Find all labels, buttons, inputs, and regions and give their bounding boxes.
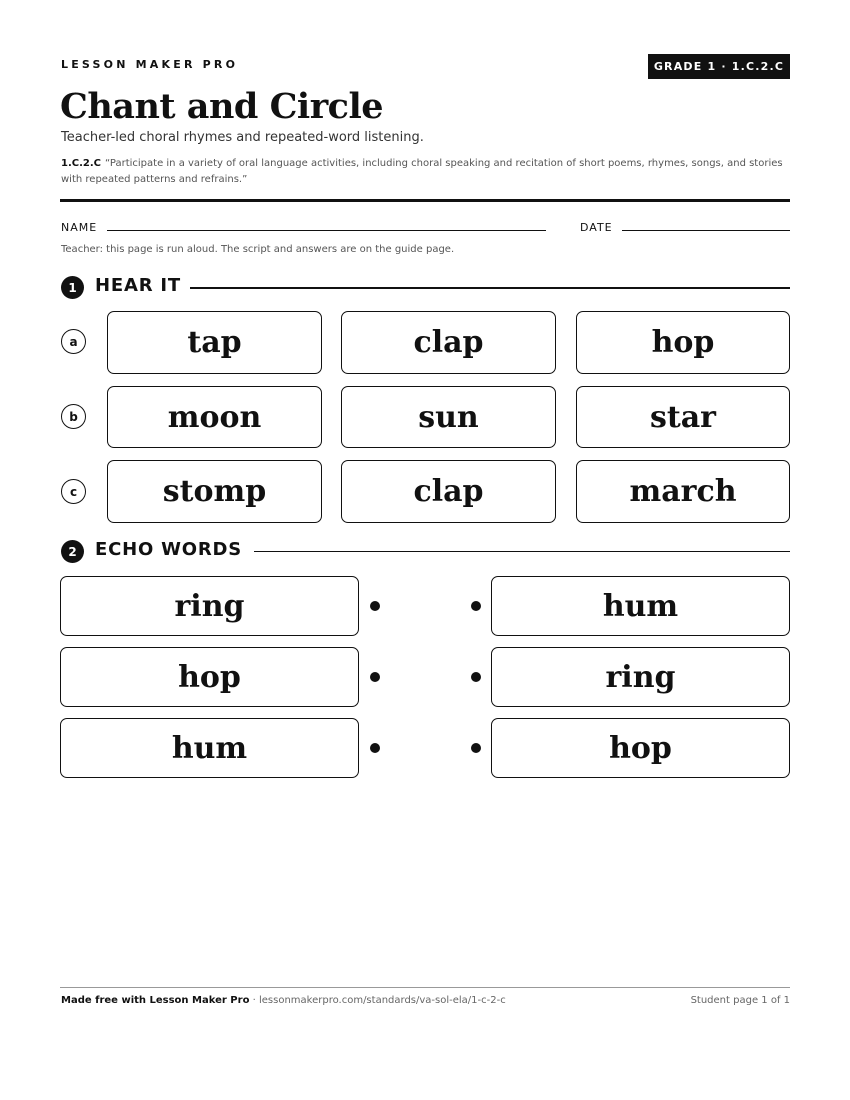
hear-word-card[interactable]: hop xyxy=(576,311,790,374)
echo-right-card[interactable]: hop xyxy=(491,718,790,778)
date-field[interactable] xyxy=(622,230,790,231)
footer-credit xyxy=(61,995,506,1006)
match-dot-left[interactable] xyxy=(370,601,380,611)
hear-word-card[interactable]: sun xyxy=(341,386,556,448)
match-dot-left[interactable] xyxy=(370,743,380,753)
section-1-title: HEAR IT xyxy=(95,275,181,296)
section-2-title: ECHO WORDS xyxy=(95,539,243,560)
name-label: NAME xyxy=(61,221,98,234)
match-dot-left[interactable] xyxy=(370,672,380,682)
standard-text: “Participate in a variety of oral language activities, including choral speaking and recitation of short poems, rhymes, songs, and stories with repeated patterns and refrains.” xyxy=(61,158,783,185)
footer-made-with: Made free with Lesson Maker Pro xyxy=(61,995,250,1006)
hear-word-card[interactable]: clap xyxy=(341,311,556,374)
row-a-letter: a xyxy=(61,329,86,354)
grade-badge: GRADE 1 · 1.C.2.C xyxy=(648,54,790,79)
row-b-letter: b xyxy=(61,404,86,429)
echo-left-card[interactable]: hop xyxy=(60,647,359,707)
date-label: DATE xyxy=(580,221,613,234)
row-c-letter: c xyxy=(61,479,86,504)
standard-code: 1.C.2.C xyxy=(61,158,101,169)
footer-page-number: Student page 1 of 1 xyxy=(690,995,790,1006)
echo-right-card[interactable]: ring xyxy=(491,647,790,707)
brand-name: LESSON MAKER PRO xyxy=(61,58,239,71)
hear-word-card[interactable]: star xyxy=(576,386,790,448)
match-dot-right[interactable] xyxy=(471,672,481,682)
header-divider xyxy=(60,199,790,202)
hear-word-card[interactable]: clap xyxy=(341,460,556,523)
match-dot-right[interactable] xyxy=(471,743,481,753)
page-subtitle: Teacher-led choral rhymes and repeated-word listening. xyxy=(61,130,424,145)
hear-word-card[interactable]: tap xyxy=(107,311,322,374)
match-dot-right[interactable] xyxy=(471,601,481,611)
name-field[interactable] xyxy=(107,230,546,231)
section-2-number: 2 xyxy=(61,540,84,563)
section-2-rule xyxy=(254,551,790,552)
echo-left-card[interactable]: hum xyxy=(60,718,359,778)
echo-left-card[interactable]: ring xyxy=(60,576,359,636)
hear-word-card[interactable]: march xyxy=(576,460,790,523)
hear-word-card[interactable]: stomp xyxy=(107,460,322,523)
page-title: Chant and Circle xyxy=(60,86,384,127)
footer-url[interactable]: · lessonmakerpro.com/standards/va-sol-ela/1-c-2-c xyxy=(249,995,506,1006)
teacher-note: Teacher: this page is run aloud. The script and answers are on the guide page. xyxy=(61,244,455,255)
echo-right-card[interactable]: hum xyxy=(491,576,790,636)
footer-divider xyxy=(60,987,790,988)
section-1-number: 1 xyxy=(61,276,84,299)
standard-description xyxy=(61,156,791,188)
section-1-rule xyxy=(190,287,790,289)
hear-word-card[interactable]: moon xyxy=(107,386,322,448)
